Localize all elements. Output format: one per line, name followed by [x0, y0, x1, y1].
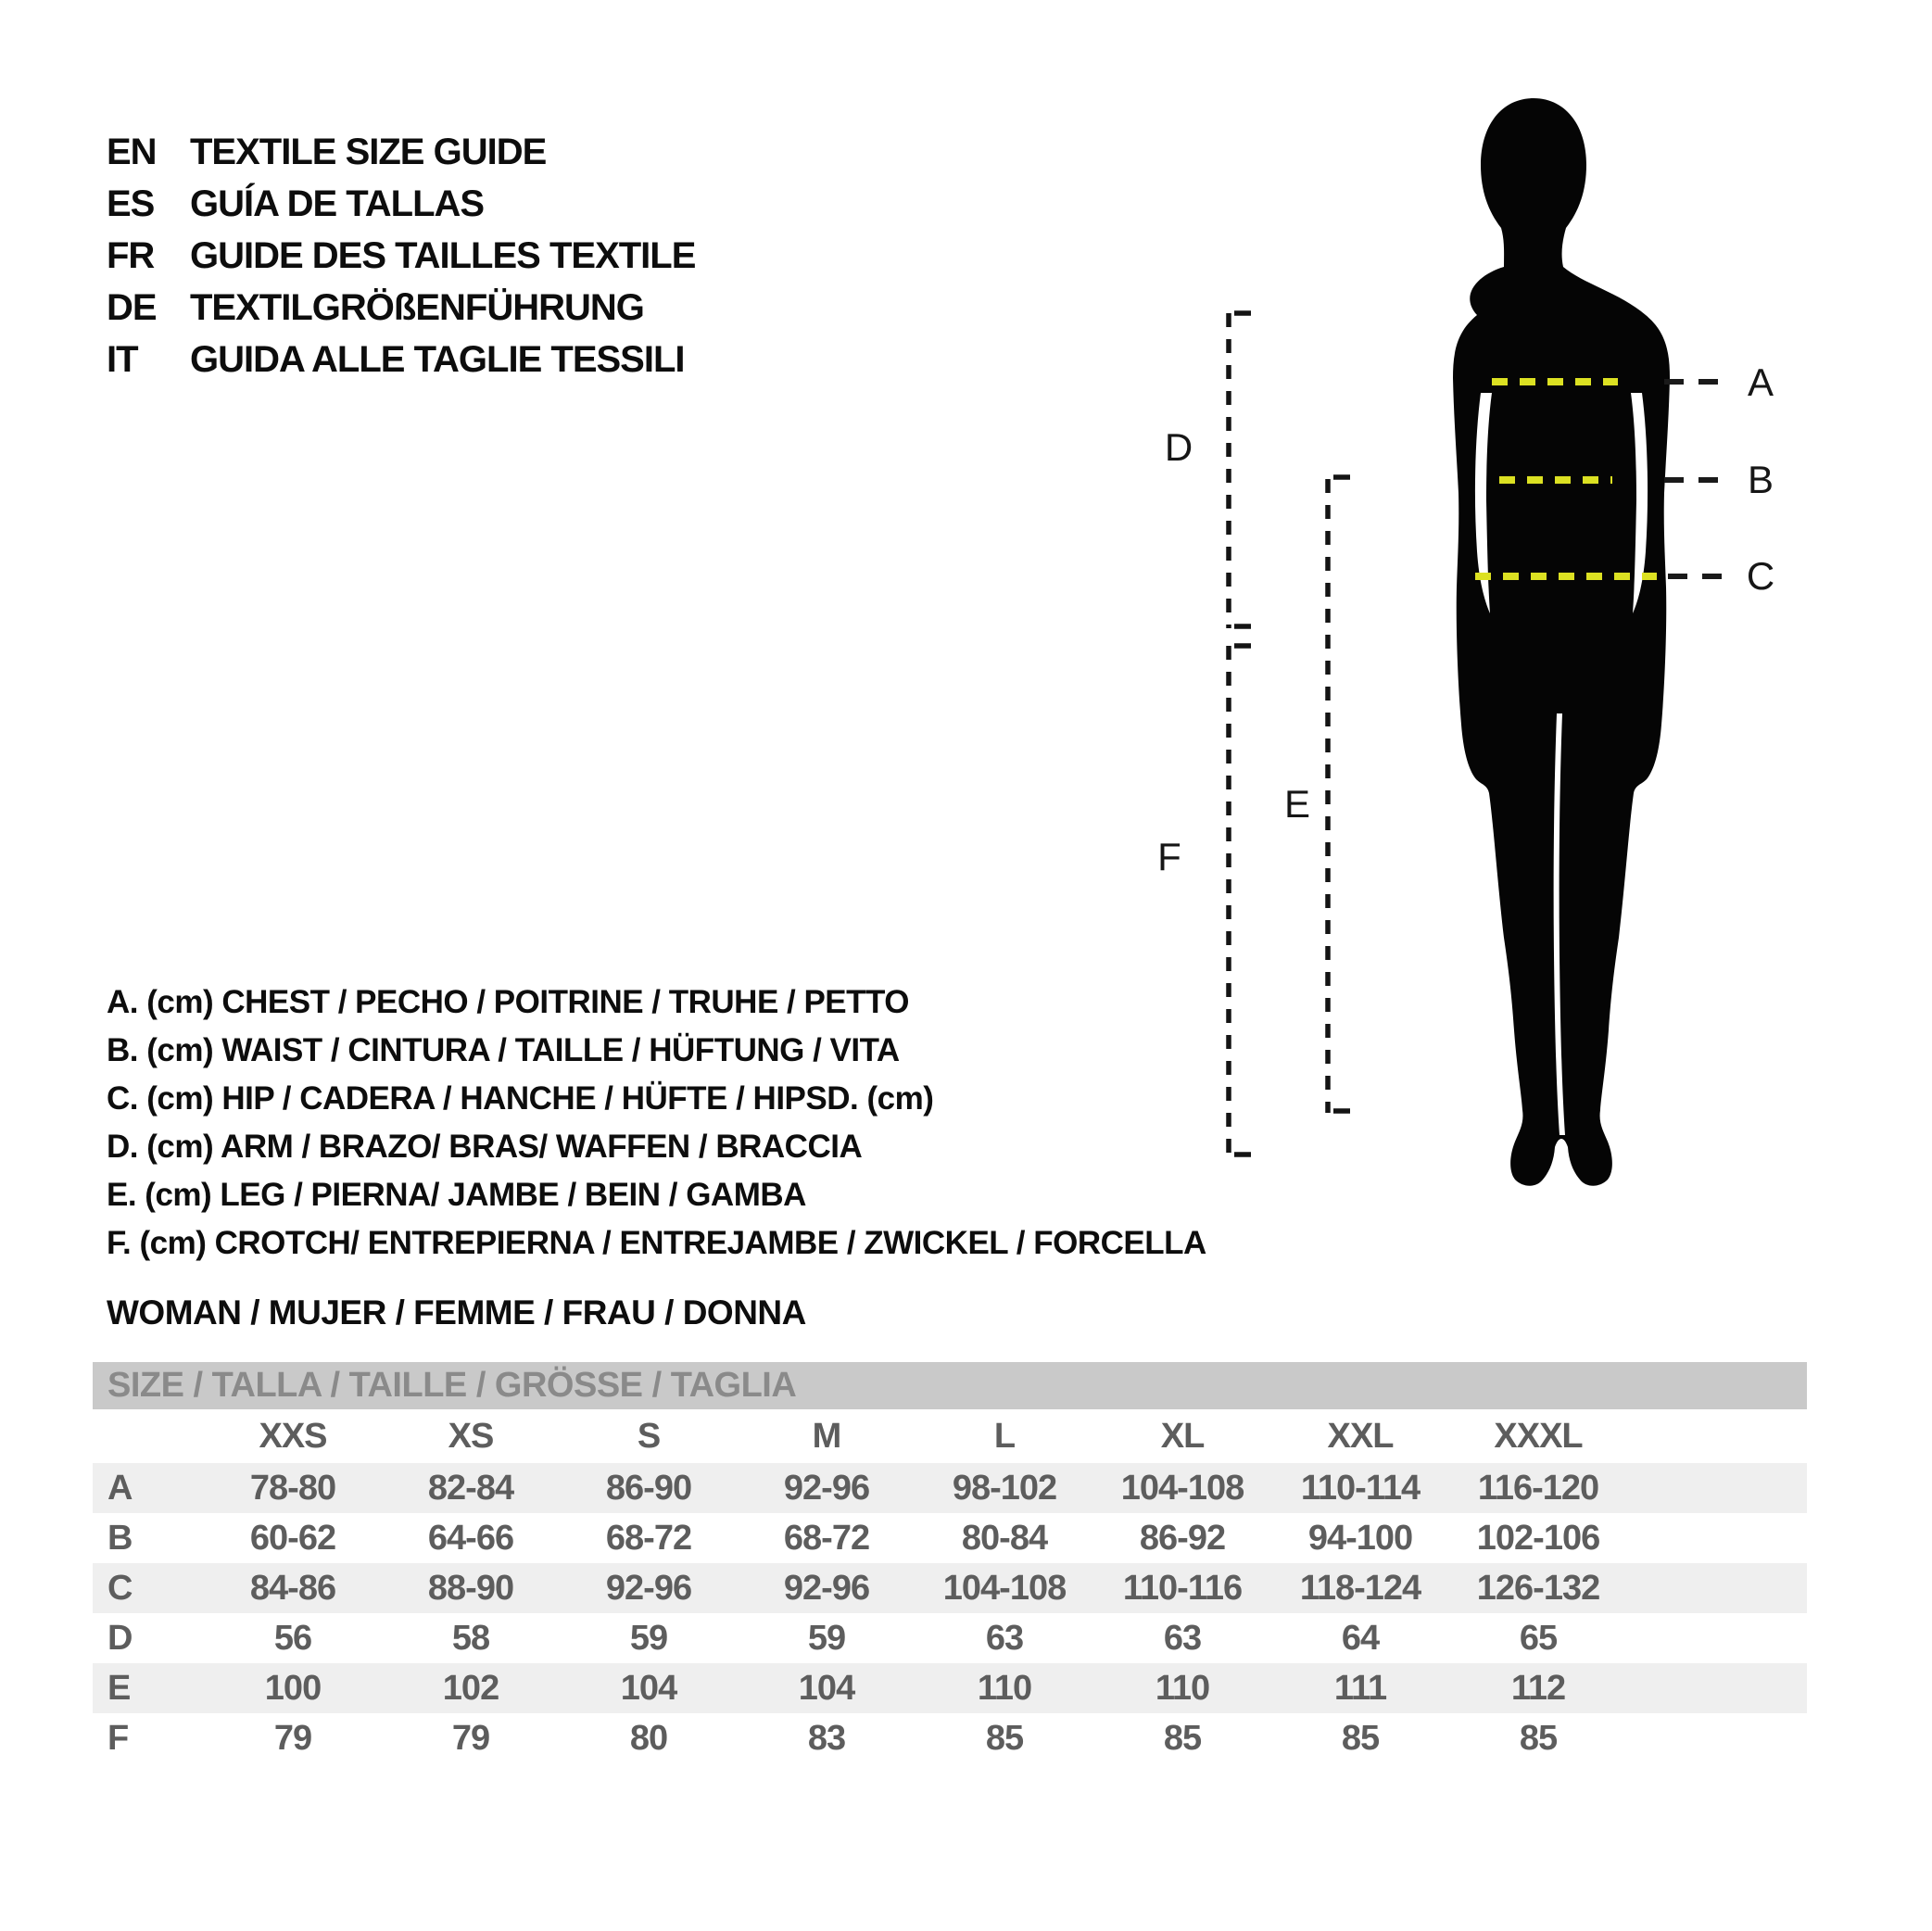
size-cell: 63 [985, 1618, 1024, 1658]
measurement-legend [107, 978, 1206, 1268]
size-col-s: S [637, 1416, 661, 1456]
size-cell: 68-72 [605, 1518, 692, 1558]
title-row-de [107, 282, 695, 334]
size-cell: 110-114 [1300, 1468, 1421, 1508]
table-row-b [93, 1513, 1807, 1563]
title-block [107, 126, 695, 385]
size-cell: 92-96 [605, 1568, 692, 1608]
size-col-xxl: XXL [1327, 1416, 1394, 1456]
callout-a-label: A [1747, 360, 1774, 404]
size-cell: 80-84 [961, 1518, 1048, 1558]
callout-d-label: D [1164, 425, 1193, 469]
lang-title-en: TEXTILE SIZE GUIDE [190, 131, 547, 172]
size-cell: 86-90 [605, 1468, 692, 1508]
size-header-row [93, 1409, 1807, 1463]
size-cell: 100 [264, 1668, 322, 1708]
table-row-f [93, 1713, 1807, 1763]
size-cell: 94-100 [1307, 1518, 1413, 1558]
lang-title-es: GUÍA DE TALLAS [190, 183, 485, 224]
woman-silhouette-icon [1453, 98, 1670, 1186]
callout-b-label: B [1747, 458, 1774, 501]
table-row-c [93, 1563, 1807, 1613]
size-cell: 111 [1333, 1668, 1387, 1708]
size-cell: 78-80 [249, 1468, 336, 1508]
size-cell: 58 [451, 1618, 490, 1658]
size-cell: 102 [442, 1668, 499, 1708]
row-label: E [107, 1668, 131, 1708]
measurement-line-a: A. (cm) CHEST / PECHO / POITRINE / TRUHE / PETTO [107, 984, 910, 1020]
size-col-xs: XS [448, 1416, 494, 1456]
size-cell: 64 [1341, 1618, 1380, 1658]
size-cell: 112 [1510, 1668, 1566, 1708]
measurement-line-f: F. (cm) CROTCH/ ENTREPIERNA / ENTREJAMBE / ZWICKEL / FORCELLA [107, 1225, 1206, 1261]
size-cell: 68-72 [783, 1518, 870, 1558]
size-cell: 59 [807, 1618, 846, 1658]
size-cell: 88-90 [427, 1568, 514, 1608]
size-col-xxs: XXS [259, 1416, 327, 1456]
measurement-line-b: B. (cm) WAIST / CINTURA / TAILLE / HÜFTUNG / VITA [107, 1032, 900, 1068]
size-cell: 118-124 [1299, 1568, 1421, 1608]
row-label: F [107, 1718, 129, 1758]
size-col-xl: XL [1160, 1416, 1205, 1456]
title-row-it [107, 334, 695, 385]
size-cell: 126-132 [1476, 1568, 1600, 1608]
size-table-banner: SIZE / TALLA / TAILLE / GRÖSSE / TAGLIA [93, 1362, 1807, 1409]
size-cell: 85 [1519, 1718, 1558, 1758]
measurement-line-d: D. (cm) ARM / BRAZO/ BRAS/ WAFFEN / BRACCIA [107, 1129, 863, 1165]
lang-title-de: TEXTILGRÖßENFÜHRUNG [190, 286, 644, 328]
size-cell: 79 [273, 1718, 312, 1758]
size-cell: 60-62 [249, 1518, 336, 1558]
lang-code-es: ES [107, 183, 155, 224]
size-cell: 104 [798, 1668, 855, 1708]
table-row-d [93, 1613, 1807, 1663]
measurement-line-e: E. (cm) LEG / PIERNA/ JAMBE / BEIN / GAMBA [107, 1177, 806, 1213]
table-row-a [93, 1463, 1807, 1513]
gender-heading: WOMAN / MUJER / FEMME / FRAU / DONNA [107, 1294, 806, 1332]
lang-code-it: IT [107, 338, 138, 380]
size-cell: 110-116 [1122, 1568, 1243, 1608]
size-cell: 85 [1163, 1718, 1202, 1758]
size-col-xxxl: XXXL [1494, 1416, 1583, 1456]
size-cell: 102-106 [1476, 1518, 1600, 1558]
size-cell: 83 [807, 1718, 846, 1758]
size-cell: 104-108 [942, 1568, 1067, 1608]
lang-code-fr: FR [107, 234, 155, 276]
size-cell: 92-96 [783, 1468, 870, 1508]
measurement-line-c: C. (cm) HIP / CADERA / HANCHE / HÜFTE / HIPSD. (cm) [107, 1080, 934, 1117]
callout-c-label: C [1746, 554, 1775, 598]
row-label: D [107, 1618, 133, 1658]
lang-title-fr: GUIDE DES TAILLES TEXTILE [190, 234, 696, 276]
size-cell: 80 [629, 1718, 668, 1758]
title-row-fr [107, 230, 695, 282]
lang-title-it: GUIDA ALLE TAGLIE TESSILI [190, 338, 685, 380]
title-row-es [107, 178, 695, 230]
callout-e-label: E [1283, 782, 1311, 826]
size-cell: 85 [1341, 1718, 1380, 1758]
callout-f-label: F [1157, 835, 1181, 878]
size-cell: 84-86 [249, 1568, 336, 1608]
size-cell: 110 [1155, 1668, 1210, 1708]
row-label: B [107, 1518, 133, 1558]
size-cell: 98-102 [952, 1468, 1057, 1508]
row-label: C [107, 1568, 133, 1608]
table-row-e [93, 1663, 1807, 1713]
lang-code-en: EN [107, 131, 157, 172]
size-cell: 59 [629, 1618, 668, 1658]
size-cell: 110 [977, 1668, 1032, 1708]
lang-code-de: DE [107, 286, 157, 328]
size-cell: 64-66 [427, 1518, 514, 1558]
size-cell: 82-84 [427, 1468, 514, 1508]
size-cell: 86-92 [1139, 1518, 1226, 1558]
row-label: A [107, 1468, 133, 1508]
size-col-l: L [993, 1416, 1016, 1456]
size-cell: 116-120 [1477, 1468, 1599, 1508]
title-row-en [107, 126, 695, 178]
size-cell: 65 [1519, 1618, 1558, 1658]
size-cell: 56 [273, 1618, 312, 1658]
size-cell: 104-108 [1120, 1468, 1244, 1508]
size-cell: 79 [451, 1718, 490, 1758]
size-table [93, 1362, 1807, 1763]
size-cell: 85 [985, 1718, 1024, 1758]
size-cell: 63 [1163, 1618, 1202, 1658]
size-cell: 92-96 [783, 1568, 870, 1608]
size-col-m: M [812, 1416, 841, 1456]
size-cell: 104 [620, 1668, 677, 1708]
